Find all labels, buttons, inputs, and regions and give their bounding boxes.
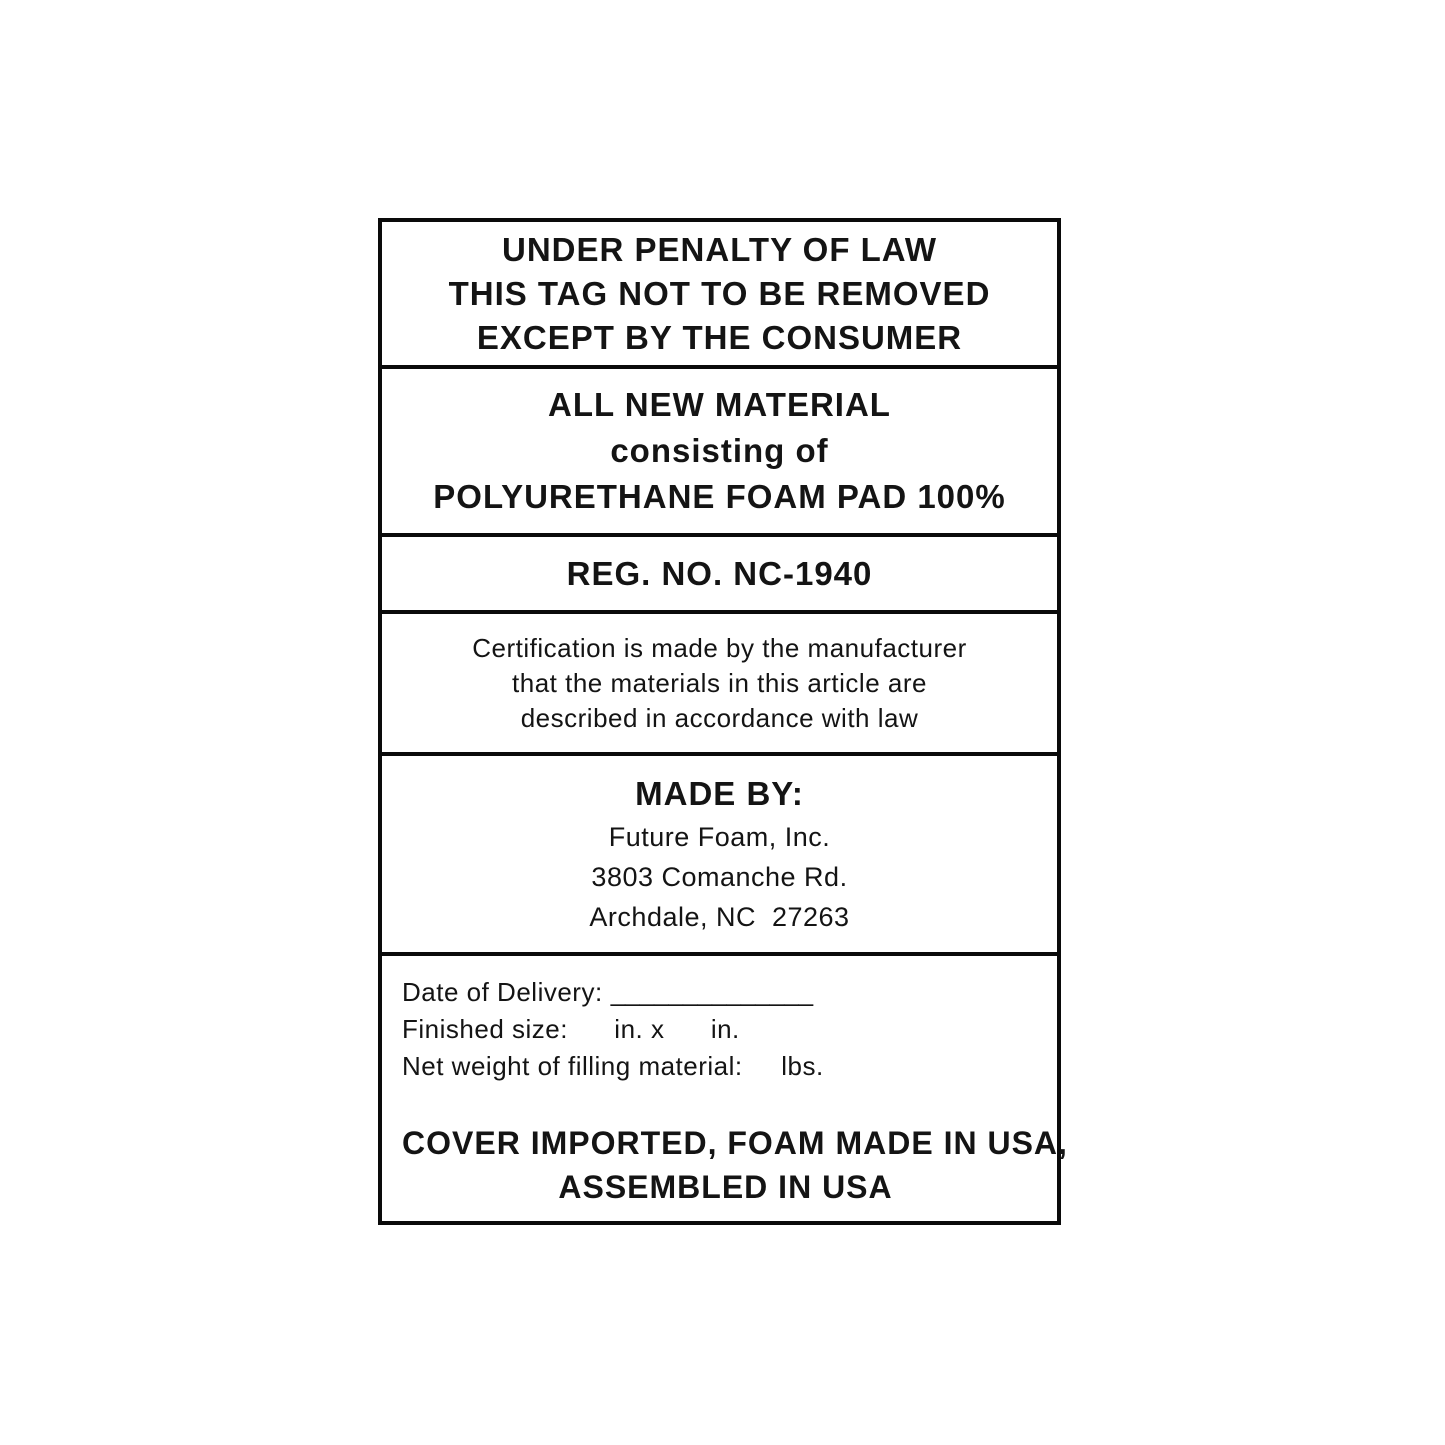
origin-line-2: ASSEMBLED IN USA [558, 1169, 893, 1205]
origin-line-1: COVER IMPORTED, FOAM MADE IN USA, [402, 1125, 1068, 1161]
material-section [382, 369, 1057, 537]
certification-line-1: Certification is made by the manufacturer [472, 632, 967, 663]
law-tag [378, 218, 1068, 1225]
date-of-delivery-line [402, 974, 1049, 1011]
penalty-line-1: UNDER PENALTY OF LAW [502, 230, 937, 268]
date-of-delivery-label: Date of Delivery: [402, 977, 603, 1007]
delivery-section [382, 956, 1068, 1221]
net-weight-line: Net weight of filling material: lbs. [402, 1051, 824, 1081]
made-by-section [382, 756, 1057, 956]
registration-number-text: REG. NO. NC-1940 [566, 554, 873, 592]
certification-line-2: that the materials in this article are [512, 667, 927, 698]
origin-footer [402, 1121, 1068, 1209]
material-line-2: consisting of [610, 432, 829, 469]
material-line-3: POLYURETHANE FOAM PAD 100% [433, 478, 1006, 515]
finished-size-line: Finished size: in. x in. [402, 1014, 740, 1044]
made-by-street: 3803 Comanche Rd. [591, 862, 848, 892]
registration-section [382, 537, 1057, 614]
penalty-line-2: THIS TAG NOT TO BE REMOVED [448, 274, 991, 312]
certification-section [382, 614, 1057, 756]
penalty-section [382, 222, 1057, 369]
certification-line-3: described in accordance with law [520, 702, 919, 733]
made-by-company: Future Foam, Inc. [608, 822, 831, 852]
material-line-1: ALL NEW MATERIAL [548, 386, 891, 423]
made-by-heading: MADE BY: [635, 775, 804, 812]
penalty-line-3: EXCEPT BY THE CONSUMER [476, 318, 963, 356]
date-blank-line: ______________ [610, 977, 814, 1007]
made-by-city: Archdale, NC 27263 [589, 902, 850, 932]
